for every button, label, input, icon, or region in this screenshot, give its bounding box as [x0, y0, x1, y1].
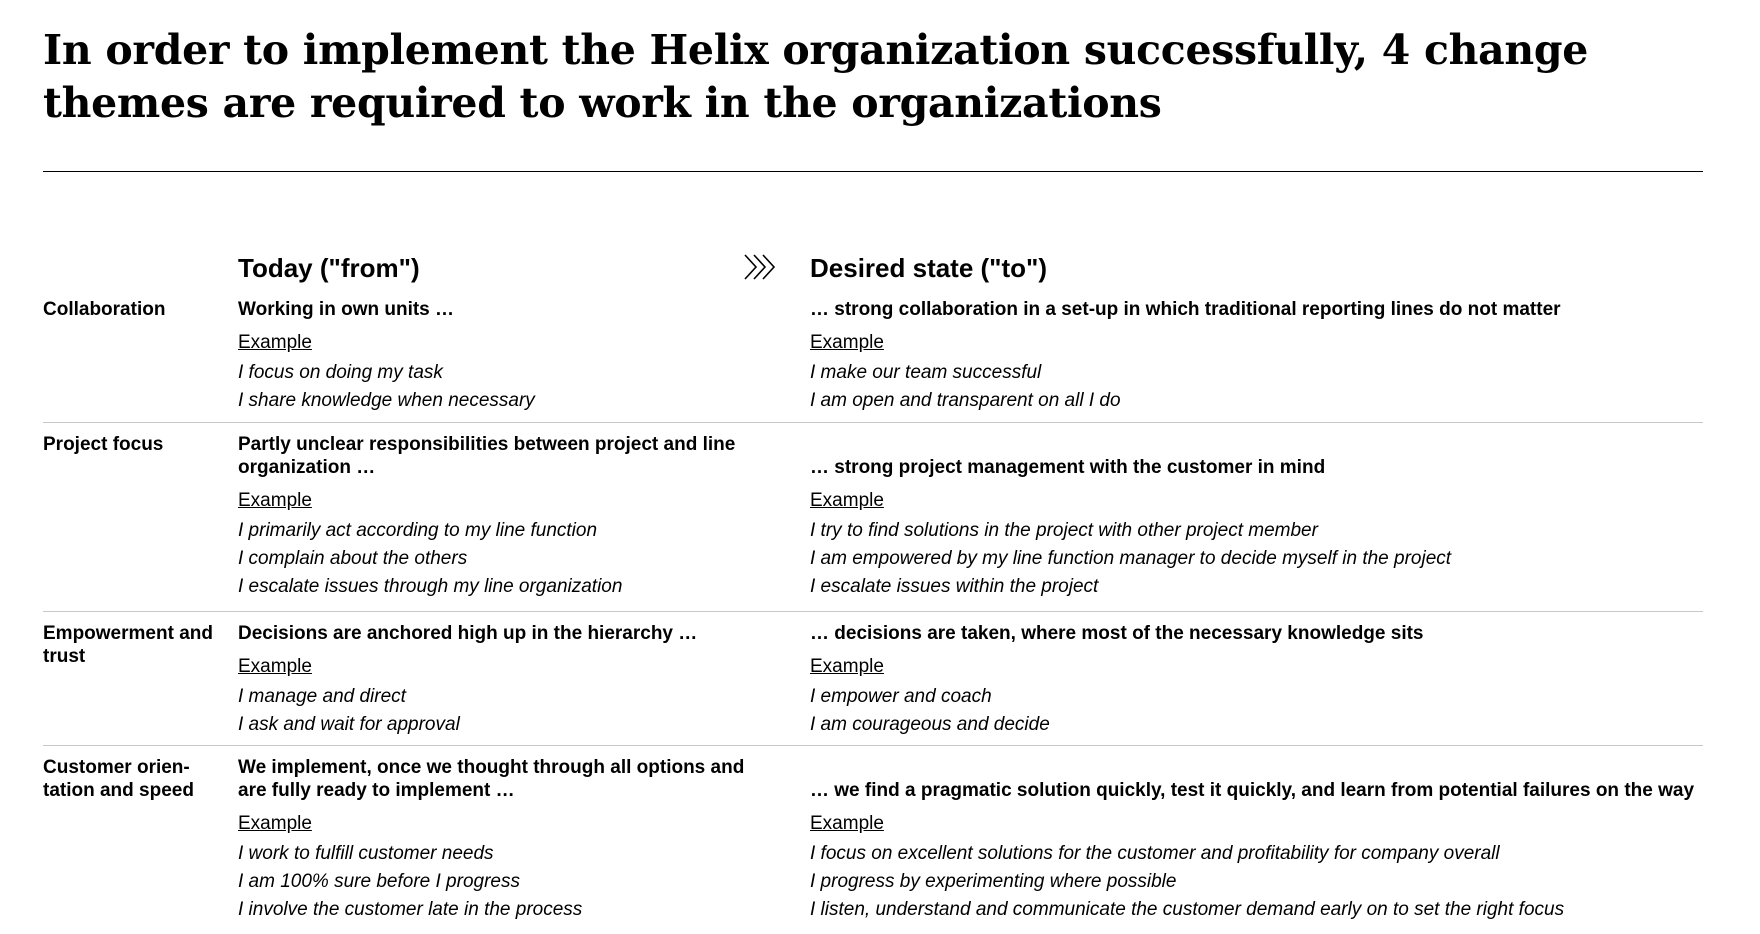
from-example-item: I ask and wait for approval — [238, 714, 460, 735]
to-example-item: I try to find solutions in the project with other project member — [810, 520, 1318, 541]
to-example-item: I am empowered by my line function manager to decide myself in the project — [810, 548, 1452, 569]
from-column — [238, 298, 758, 415]
theme-label: Project focus — [43, 434, 164, 455]
from-lead: Decisions are anchored high up in the hierarchy … — [238, 623, 698, 644]
to-column — [810, 756, 1710, 924]
theme-row-project-focus — [43, 422, 1703, 597]
to-example-item: I empower and coach — [810, 686, 992, 707]
from-column — [238, 756, 758, 924]
theme-label: Customer orien-tation and speed — [43, 757, 194, 801]
theme-row-customer-orientation — [43, 745, 1703, 920]
column-header-from: Today ("from") — [238, 253, 420, 283]
title-divider — [43, 171, 1703, 172]
to-lead: … strong project management with the customer in mind — [810, 457, 1326, 478]
to-column — [810, 622, 1710, 739]
to-example-item: I escalate issues within the project — [810, 576, 1099, 597]
example-label: Example — [238, 813, 312, 834]
theme-row-empowerment — [43, 611, 1703, 735]
from-example-item: I escalate issues through my line organization — [238, 576, 623, 597]
to-example-item: I progress by experimenting where possible — [810, 871, 1177, 892]
to-example-item: I listen, understand and communicate the customer demand early on to set the right focus — [810, 899, 1565, 920]
from-lead: We implement, once we thought through all options and are fully ready to implement … — [238, 757, 745, 801]
from-lead: Partly unclear responsibilities between project and line organization … — [238, 434, 736, 478]
from-example-item: I work to fulfill customer needs — [238, 843, 494, 864]
theme-label: Collaboration — [43, 299, 166, 320]
to-example-item: I focus on excellent solutions for the customer and profitability for company overall — [810, 843, 1500, 864]
from-column — [238, 433, 758, 601]
page-title: In order to implement the Helix organization successfully, 4 change themes are required to work in the organizations — [43, 26, 1589, 127]
example-label: Example — [810, 813, 884, 834]
from-example-item: I share knowledge when necessary — [238, 390, 535, 411]
from-example-item: I am 100% sure before I progress — [238, 871, 520, 892]
example-label: Example — [238, 490, 312, 511]
to-column — [810, 433, 1710, 601]
to-example-item: I make our team successful — [810, 362, 1042, 383]
from-example-item: I manage and direct — [238, 686, 406, 707]
to-lead: … we find a pragmatic solution quickly, test it quickly, and learn from potential failures on the way — [810, 780, 1695, 801]
example-label: Example — [238, 656, 312, 677]
from-column — [238, 622, 758, 739]
example-label: Example — [810, 656, 884, 677]
column-header-to: Desired state ("to") — [810, 253, 1048, 283]
to-lead: … decisions are taken, where most of the necessary knowledge sits — [810, 623, 1424, 644]
to-lead: … strong collaboration in a set-up in which traditional reporting lines do not matter — [810, 299, 1561, 320]
to-column — [810, 298, 1710, 415]
from-example-item: I primarily act according to my line function — [238, 520, 598, 541]
example-label: Example — [810, 490, 884, 511]
from-example-item: I complain about the others — [238, 548, 468, 569]
theme-label: Empowerment and trust — [43, 623, 213, 667]
from-example-item: I focus on doing my task — [238, 362, 443, 383]
from-lead: Working in own units … — [238, 299, 455, 320]
to-example-item: I am open and transparent on all I do — [810, 390, 1121, 411]
example-label: Example — [810, 332, 884, 353]
chevron-right-icon — [743, 253, 779, 281]
to-example-item: I am courageous and decide — [810, 714, 1050, 735]
example-label: Example — [238, 332, 312, 353]
from-example-item: I involve the customer late in the process — [238, 899, 583, 920]
